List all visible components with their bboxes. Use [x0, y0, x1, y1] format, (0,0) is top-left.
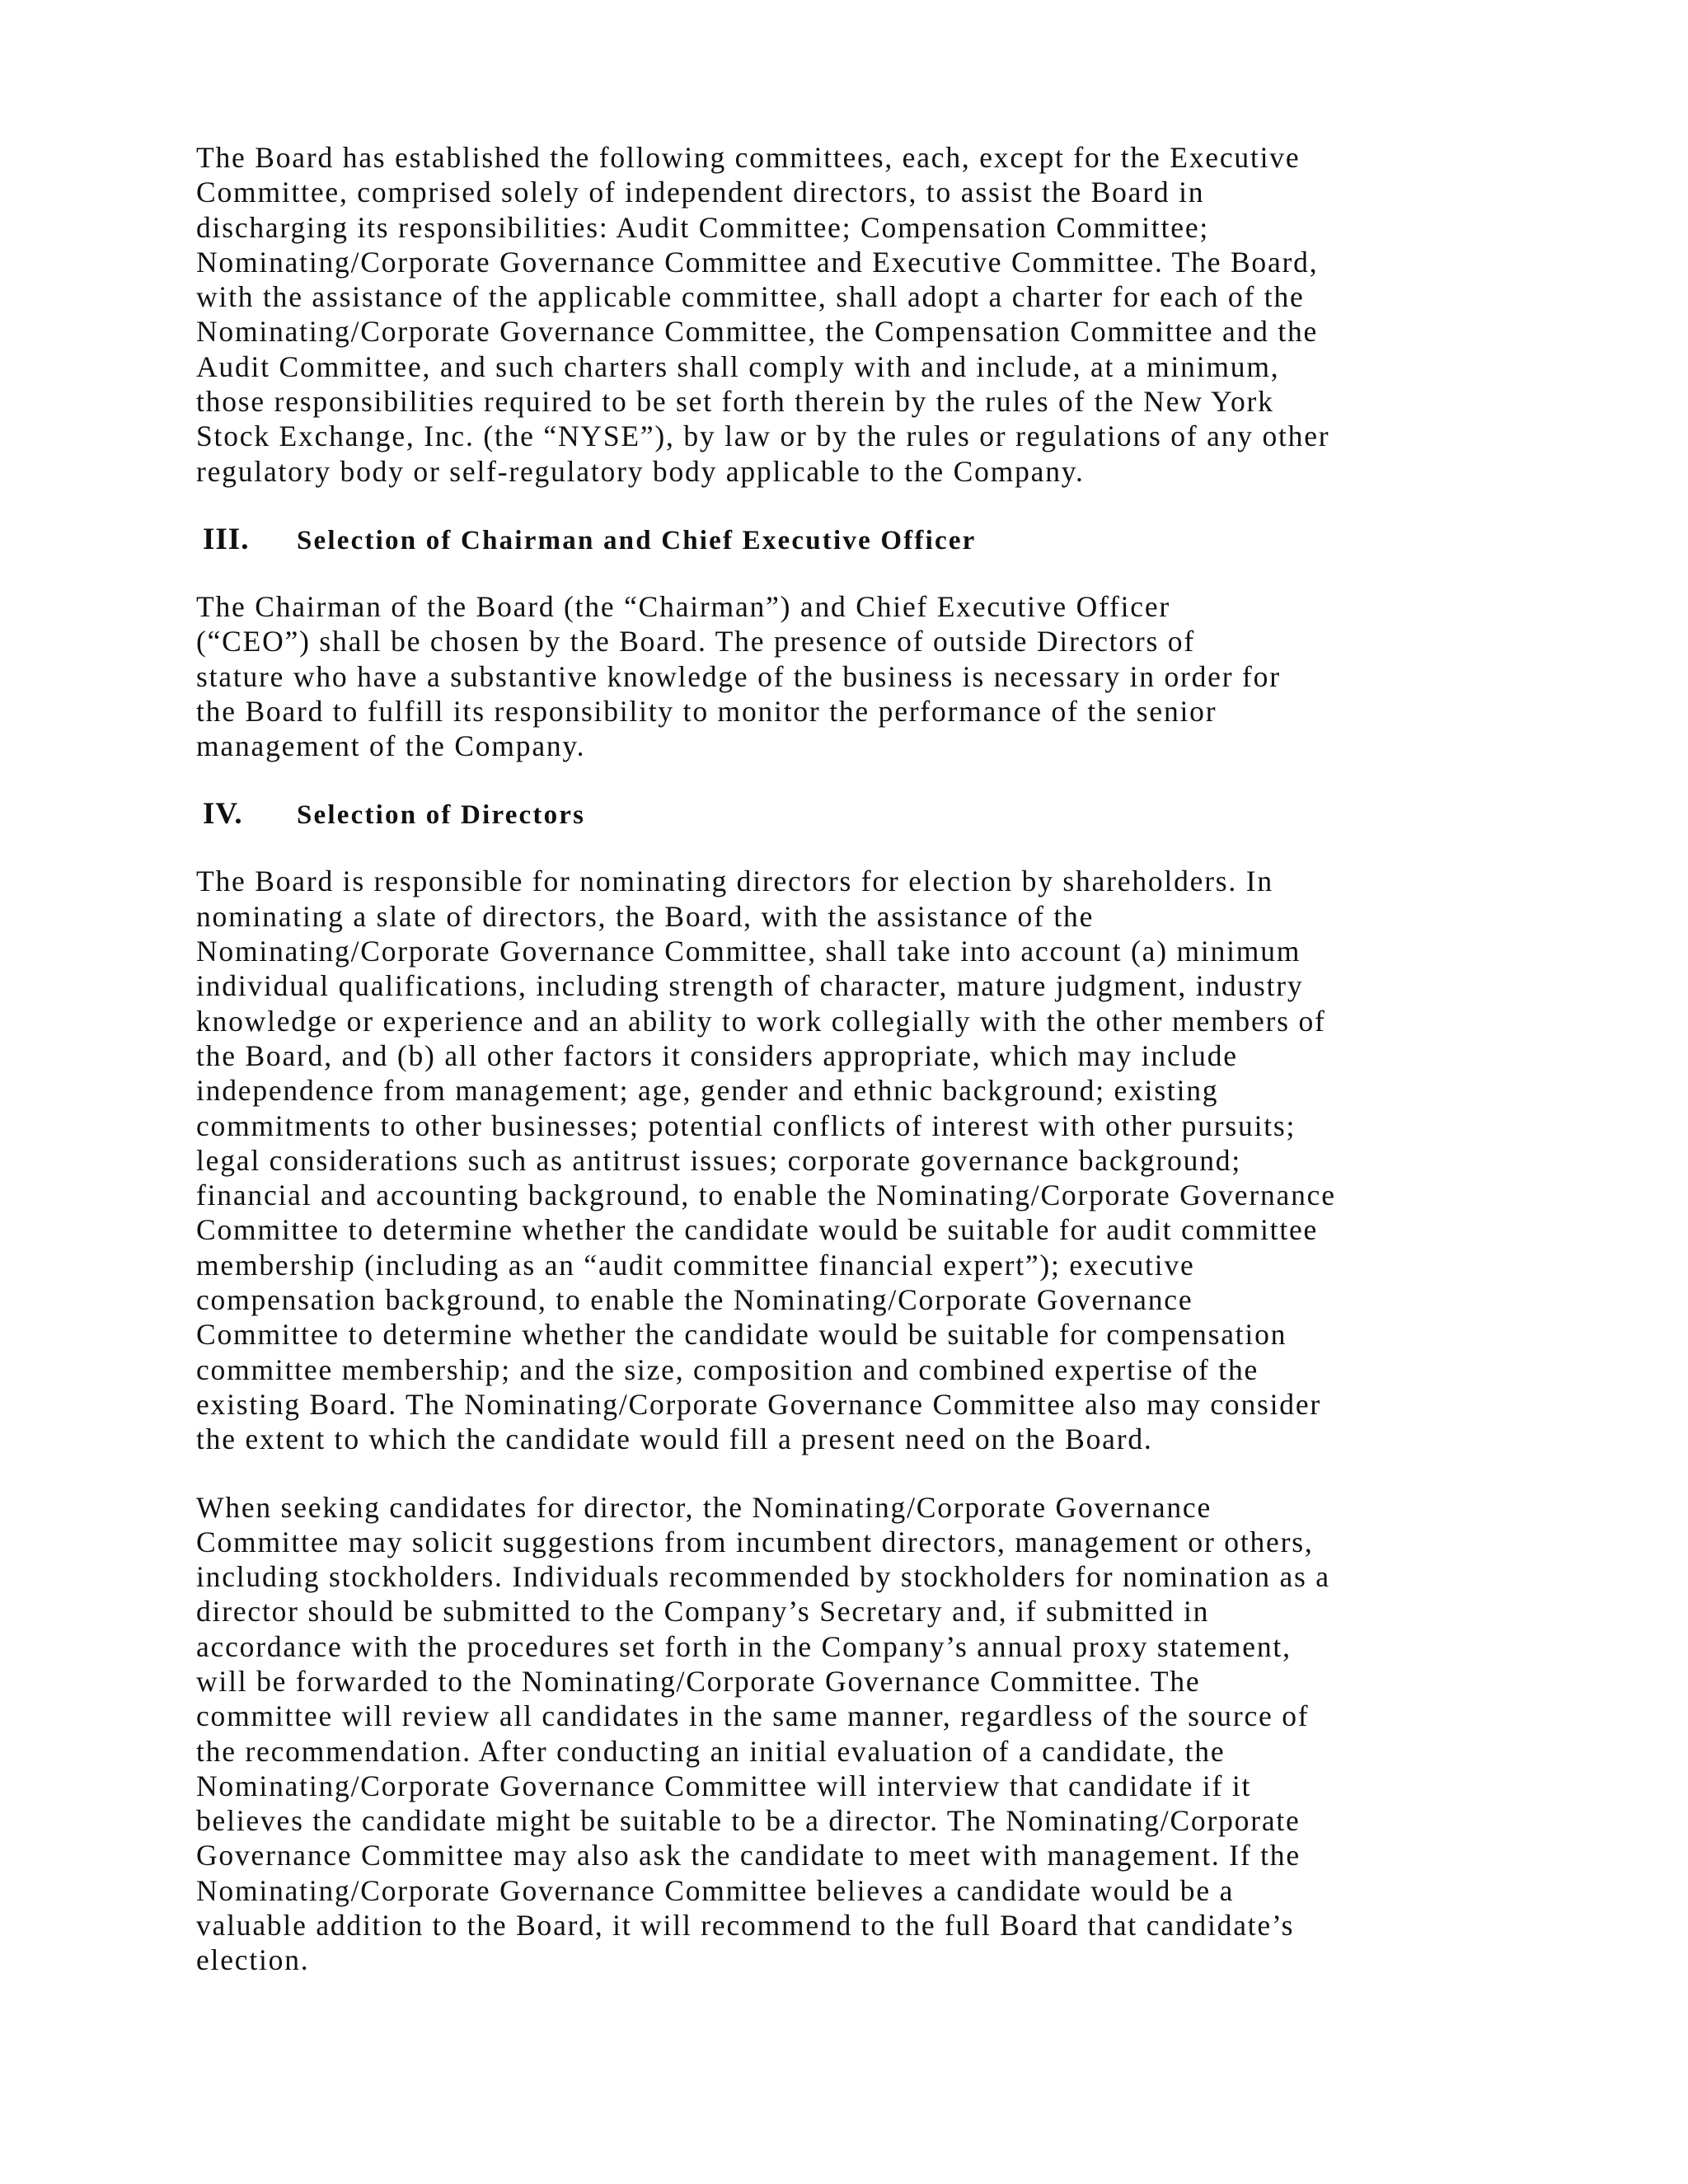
section-4-paragraph-1: The Board is responsible for nominating directors for election by shareholders. In nominating a slate of directors, the Board, with the assistance of the Nominating/Corporate Governance Committee, shall take into account (a) minimum individual qualifications, including strength of character, mature judgment, industry knowledge or experience and an ability to work collegially with the other members of the Board, and (b) all other factors it considers appropriate, which may include independence from management; age, gender and ethnic background; existing commitments to other businesses; potential conflicts of interest with other pursuits; legal considerations such as antitrust issues; corporate governance background; financial and accounting background, to enable the Nominating/Corporate Governance Committee to determine whether the candidate would be suitable for audit committee membership (including as an “audit committee financial expert”); executive compensation background, to enable the Nominating/Corporate Governance Committee to determine whether the candidate would be suitable for compensation committee membership; and the size, composition and combined expertise of the existing Board. The Nominating/Corporate Governance Committee also may consider the extent to which the candidate would fill a present need on the Board. [196, 865, 1336, 1456]
section-3-paragraph: The Chairman of the Board (the “Chairman”) and Chief Executive Officer (“CEO”) shall be chosen by the Board. The presence of outside Directors of stature who have a substantive knowledge of the business is necessary in order for the Board to fulfill its responsibility to monitor the performance of the senior management of the Company. [196, 589, 1281, 763]
section-4-title: Selection of Directors [297, 800, 586, 831]
section-4-paragraph-2: When seeking candidates for director, the Nominating/Corporate Governance Committee may solicit suggestions from incumbent directors, management or others, including stockholders. Individuals recommended by stockholders for nomination as a director should be submitted to the Company’s Secretary and, if submitted in accordance with the procedures set forth in the Company’s annual proxy statement, will be forwarded to the Nominating/Corporate Governance Committee. The committee will review all candidates in the same manner, regardless of the source of the recommendation. After conducting an initial evaluation of a candidate, the Nominating/Corporate Governance Committee will interview that candidate if it believes the candidate might be suitable to be a director. The Nominating/Corporate Governance Committee may also ask the candidate to meet with management. If the Nominating/Corporate Governance Committee believes a candidate would be a valuable addition to the Board, it will recommend to the full Board that candidate’s election. [196, 1490, 1330, 1977]
document-page [196, 140, 1498, 1978]
section-4-number: IV. [203, 797, 243, 832]
section-4-heading [196, 796, 1498, 831]
intro-paragraph: The Board has established the following committees, each, except for the Executive Committee, comprised solely of independent directors, to assist the Board in discharging its responsibilities: Audit Committee; Compensation Committee; Nominating/Corporate Governance Committee and Executive Committee. The Board, with the assistance of the applicable committee, shall adopt a charter for each of the Nominating/Corporate Governance Committee, the Compensation Committee and the Audit Committee, and such charters shall comply with and include, at a minimum, those responsibilities required to be set forth therein by the rules of the New York Stock Exchange, Inc. (the “NYSE”), by law or by the rules or regulations of any other regulatory body or self-regulatory body applicable to the Company. [196, 141, 1330, 488]
section-3-title: Selection of Chairman and Chief Executive Officer [297, 525, 977, 555]
section-3-heading [196, 522, 1498, 556]
section-3-number: III. [203, 522, 250, 556]
